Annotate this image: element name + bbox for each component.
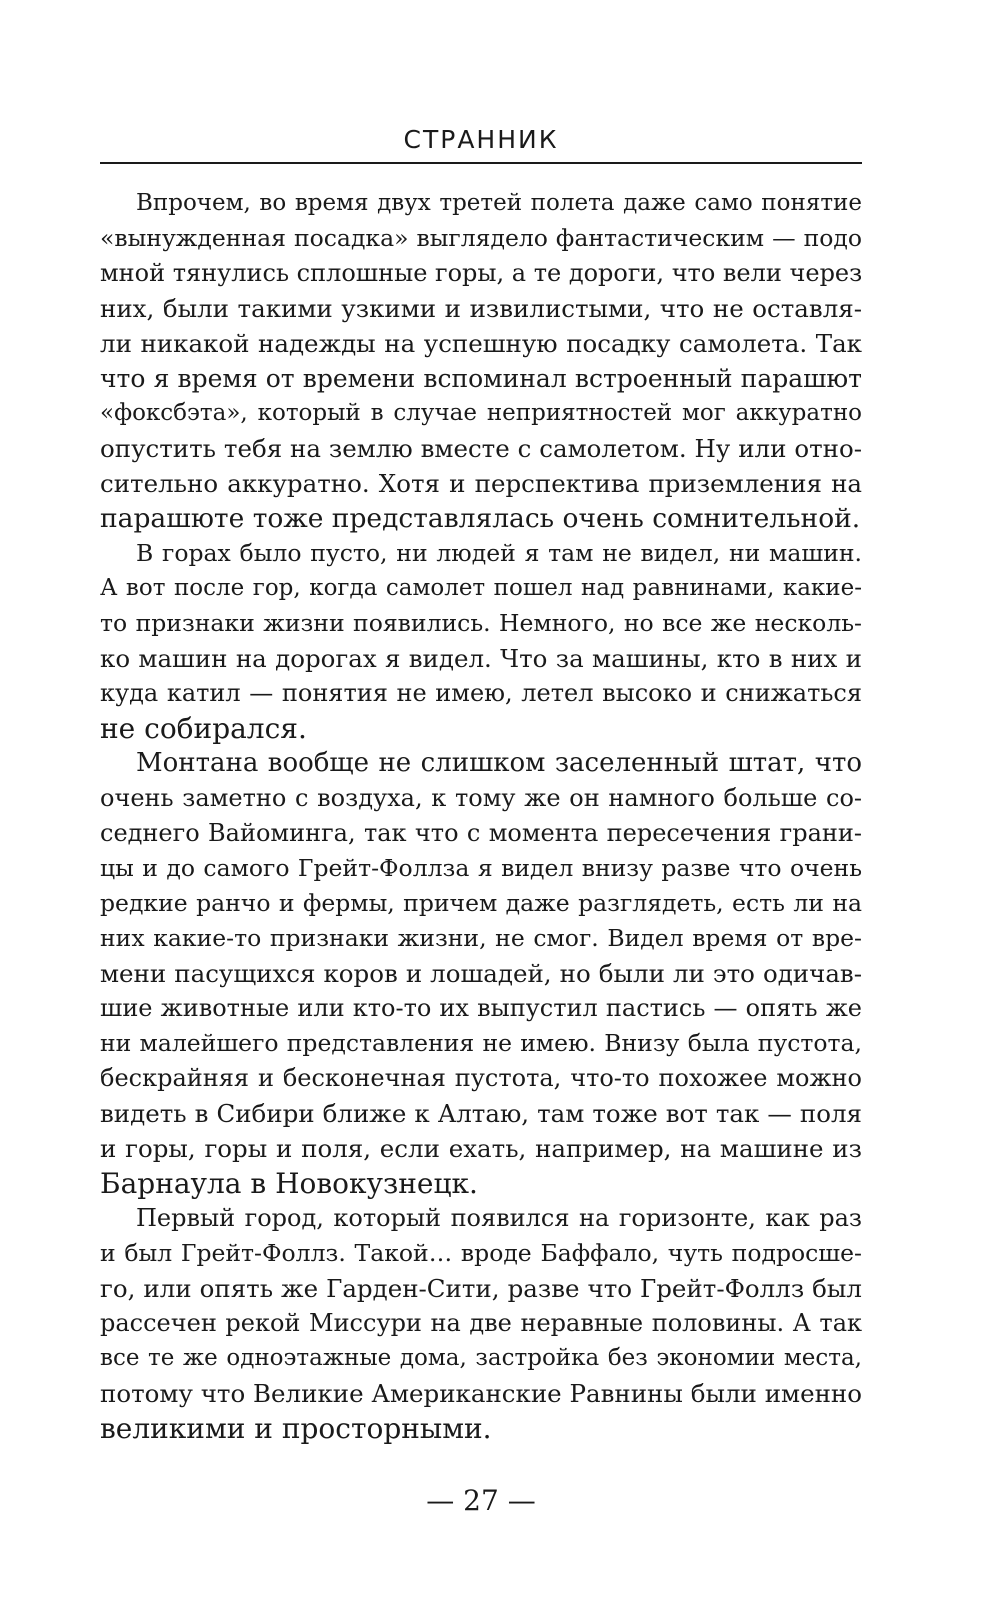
text-line: великими и просторными. bbox=[100, 1412, 492, 1445]
text-line: что я время от времени вспоминал встроенный парашют bbox=[100, 364, 862, 393]
text-line: ли никакой надежды на успешную посадку самолета. Так bbox=[100, 329, 862, 358]
text-line: опустить тебя на землю вместе с самолетом. Ну или отно- bbox=[100, 434, 862, 463]
text-line: них, были такими узкими и извилистыми, что не оставля- bbox=[100, 294, 862, 323]
text-line: рассечен рекой Миссури на две неравные половины. А так bbox=[100, 1309, 862, 1337]
text-line: Барнаула в Новокузнецк. bbox=[100, 1167, 478, 1200]
body-text bbox=[100, 186, 862, 1446]
text-line: ни малейшего представления не имею. Внизу была пустота, bbox=[100, 1029, 862, 1057]
text-line: парашюте тоже представлялась очень сомнительной. bbox=[100, 503, 861, 534]
text-line: куда катил — понятия не имею, летел высоко и снижаться bbox=[100, 679, 862, 707]
text-line: и горы, горы и поля, если ехать, например, на машине из bbox=[100, 1134, 862, 1163]
text-line: то признаки жизни появились. Немного, но все же несколь- bbox=[100, 609, 862, 637]
text-line: них какие-то признаки жизни, не смог. Видел время от вре- bbox=[100, 924, 862, 952]
text-line: очень заметно с воздуха, к тому же он намного больше со- bbox=[100, 784, 862, 812]
header-rule bbox=[100, 162, 862, 164]
text-line: шие животные или кто-то их выпустил пастись — опять же bbox=[100, 994, 862, 1022]
text-line: все те же одноэтажные дома, застройка без экономии места, bbox=[100, 1345, 862, 1371]
text-line: седнего Вайоминга, так что с момента пересечения грани- bbox=[100, 819, 862, 847]
text-line: ко машин на дорогах я видел. Что за машины, кто в них и bbox=[100, 644, 862, 673]
text-line: «фоксбэта», который в случае неприятностей мог аккуратно bbox=[100, 400, 862, 426]
text-line: Первый город, который появился на горизонте, как раз bbox=[136, 1204, 862, 1232]
text-line: цы и до самого Грейт-Фоллза я видел внизу разве что очень bbox=[100, 854, 862, 882]
text-line: мной тянулись сплошные горы, а те дороги, что вели через bbox=[100, 259, 862, 287]
text-line: «вынужденная посадка» выглядело фантастическим — подо bbox=[100, 224, 862, 252]
page-number: — 27 — bbox=[426, 1484, 536, 1517]
text-line: Монтана вообще не слишком заселенный штат, что bbox=[136, 748, 862, 778]
text-line: не собирался. bbox=[100, 712, 307, 745]
text-line: и был Грейт-Фоллз. Такой… вроде Баффало, чуть подросше- bbox=[100, 1239, 862, 1267]
text-line: бескрайняя и бесконечная пустота, что-то похожее можно bbox=[100, 1064, 862, 1092]
text-line: редкие ранчо и фермы, причем даже разглядеть, есть ли на bbox=[100, 889, 862, 917]
text-line: го, или опять же Гарден-Сити, разве что Грейт-Фоллз был bbox=[100, 1274, 862, 1303]
text-line: потому что Великие Американские Равнины были именно bbox=[100, 1379, 862, 1408]
text-line: сительно аккуратно. Хотя и перспектива приземления на bbox=[100, 469, 862, 498]
text-line: Впрочем, во время двух третей полета даже само понятие bbox=[136, 190, 862, 216]
text-line: видеть в Сибири ближе к Алтаю, там тоже вот так — поля bbox=[100, 1099, 862, 1128]
text-line: А вот после гор, когда самолет пошел над равнинами, какие- bbox=[100, 575, 862, 601]
text-line: мени пасущихся коров и лошадей, но были ли это одичав- bbox=[100, 959, 862, 988]
running-head: СТРАННИК bbox=[403, 125, 559, 154]
text-line: В горах было пусто, ни людей я там не видел, ни машин. bbox=[136, 539, 862, 567]
